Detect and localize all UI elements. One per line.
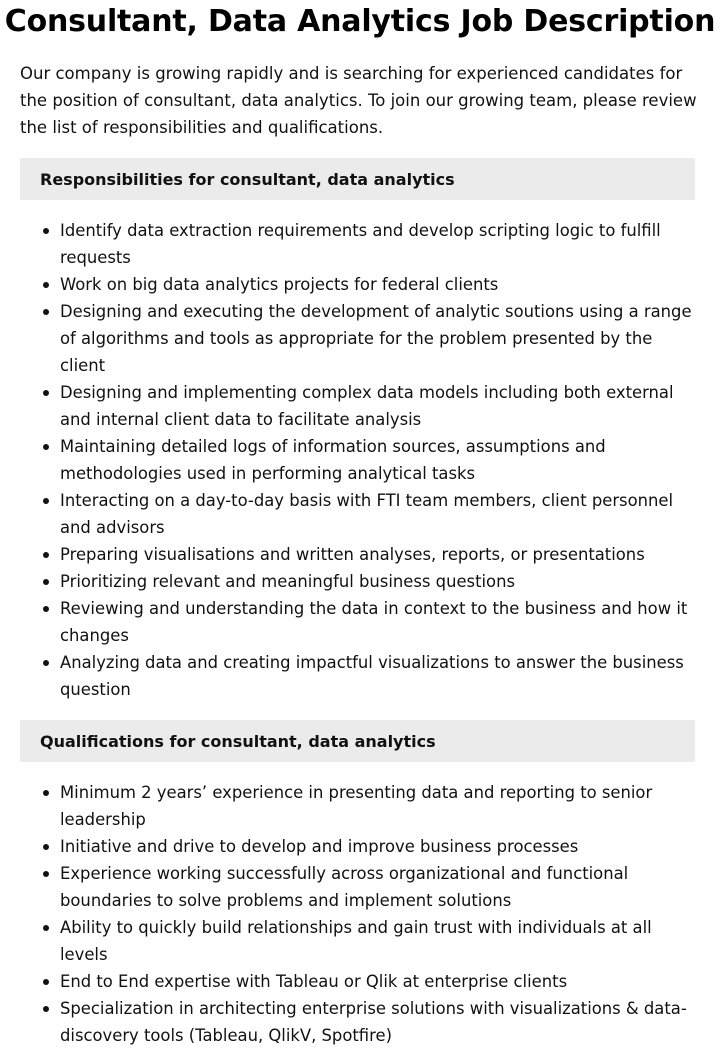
responsibilities-heading: Responsibilities for consultant, data analytics xyxy=(20,158,695,200)
qualification-item: Experience working successfully across organizational and functional boundaries to solve problems and implement solutions xyxy=(60,860,700,914)
intro-paragraph: Our company is growing rapidly and is searching for experienced candidates for the position of consultant, data analytics. To join our growing team, please review the list of responsibilities and qualifications. xyxy=(20,64,697,137)
qualification-item: Initiative and drive to develop and improve business processes xyxy=(60,833,700,860)
responsibility-item: Work on big data analytics projects for federal clients xyxy=(60,271,700,298)
responsibilities-list xyxy=(0,217,700,703)
qualifications-list xyxy=(0,779,700,1049)
responsibility-item: Interacting on a day-to-day basis with FTI team members, client personnel and advisors xyxy=(60,487,700,541)
qualifications-heading: Qualifications for consultant, data analytics xyxy=(20,720,695,762)
responsibility-item: Designing and implementing complex data models including both external and internal client data to facilitate analysis xyxy=(60,379,700,433)
qualification-item: Ability to quickly build relationships and gain trust with individuals at all levels xyxy=(60,914,700,968)
responsibility-item: Prioritizing relevant and meaningful business questions xyxy=(60,568,700,595)
responsibility-item: Maintaining detailed logs of information sources, assumptions and methodologies used in performing analytical tasks xyxy=(60,433,700,487)
page-title: Consultant, Data Analytics Job Description xyxy=(4,4,716,39)
responsibility-item: Preparing visualisations and written analyses, reports, or presentations xyxy=(60,541,700,568)
qualification-item: Specialization in architecting enterprise solutions with visualizations & data-discovery tools (Tableau, QlikV, Spotfire) xyxy=(60,995,700,1049)
qualification-item: Minimum 2 years’ experience in presenting data and reporting to senior leadership xyxy=(60,779,700,833)
responsibility-item: Identify data extraction requirements and develop scripting logic to fulfill requests xyxy=(60,217,700,271)
responsibility-item: Reviewing and understanding the data in context to the business and how it changes xyxy=(60,595,700,649)
qualification-item: End to End expertise with Tableau or Qlik at enterprise clients xyxy=(60,968,700,995)
responsibility-item: Analyzing data and creating impactful visualizations to answer the business question xyxy=(60,649,700,703)
responsibility-item: Designing and executing the development of analytic soutions using a range of algorithms and tools as appropriate for the problem presented by the client xyxy=(60,298,700,379)
